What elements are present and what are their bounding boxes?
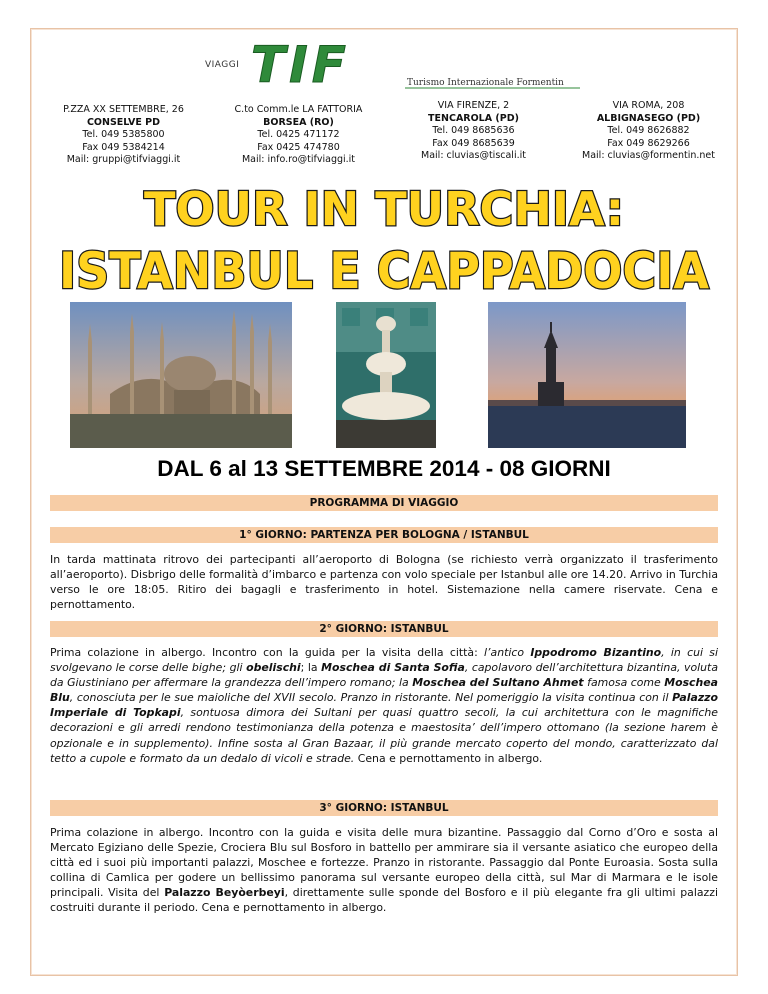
day2-text-seg: , sontuosa dimora dei Sultani per quasi quattro secoli, la cui architettura con le magnifiche decorazioni e gli arredi rendono testimonianza della potenza e maestosita’ dell’impero ottomano (la sezione harem è opzionale e in supplemento). Infine sosta al Gran Bazaar, il più grande mercato coperto del mondo, caratterizzato dal tetto a cupole e formato da un dedalo di vicoli e strade. <box>50 706 718 765</box>
day2-text-seg: , capolavoro dell’architettura bizantina, voluta da Giustiniano per affermare la grandezza dell’impero romano; la <box>50 661 718 690</box>
office-fax: Fax 049 8629266 <box>607 137 690 149</box>
office-mail[interactable]: Mail: gruppi@tifviaggi.it <box>66 154 181 165</box>
office-address: VIA FIRENZE, 2 <box>437 100 510 111</box>
office-mail[interactable]: Mail: cluvias@formentin.net <box>582 150 715 161</box>
day1-title: 1° GIORNO: PARTENZA PER BOLOGNA / ISTANBUL <box>50 527 718 543</box>
topkapi-name: Palazzo Imperiale di Topkapi <box>50 691 718 720</box>
office-city: ALBIGNASEGO (PD) <box>596 112 701 124</box>
office-address: P.ZZA XX SETTEMBRE, 26 <box>63 104 184 115</box>
photo-strip <box>0 302 768 448</box>
office-address: VIA ROMA, 208 <box>612 100 685 111</box>
company-logo <box>195 38 585 94</box>
svg-text:TIF: TIF <box>251 38 350 94</box>
title-line1-graphic <box>124 178 644 234</box>
day3-text-seg: Prima colazione in albergo. Incontro con la guida e visita delle mura bizantine. Passaggio dal Corno d’Oro e sosta al Mercato Egiziano delle Spezie, Crociera Blu sul Bosforo in battello per ammirare sia il versante asiatico che europeo della città ed i suoi più importanti palazzi, Moschee e fortezze. Pranzo in ristorante. Passaggio dal Ponte Euroasia. Sosta sulla collina di Camlica per godere un bellissimo panorama sul versante europeo della città, sul Mar di Marmara e le isole principali. Visita del <box>50 826 718 900</box>
hippodrome-name: Ippodromo Bizantino <box>530 646 662 659</box>
office-phone: Tel. 049 8626882 <box>607 125 690 136</box>
office-addresses <box>36 100 736 167</box>
day3-text-seg: , direttamente sulle sponde del Bosforo e il più elegante fra gli ultimi palazzi costruiti durante il periodo. Cena e pernottamento in albergo. <box>50 886 718 915</box>
tour-title-line1 <box>0 178 768 234</box>
office-fax: Fax 049 5384214 <box>82 141 165 153</box>
day3-title: 3° GIORNO: ISTANBUL <box>50 800 718 816</box>
office-city: TENCAROLA (PD) <box>428 112 519 124</box>
title-line2-graphic <box>54 234 714 298</box>
day1-text: In tarda mattinata ritrovo dei partecipanti all’aeroporto di Bologna (se richiesto verrà organizzato il trasferimento all’aeroporto). Disbrigo delle formalità d’imbarco e partenza con volo speciale per Istanbul alle ore 14.20. Arrivo in Turchia verso le ore 18:05. Ritiro dei bagagli e trasferimento in hotel. Sistemazione nella camere riservate. Cena e pernottamento. <box>50 553 718 612</box>
hagia-sophia-name: Moschea di Santa Sofia <box>321 661 465 675</box>
day2-text-seg: , conosciuta per le sue maioliche del XVII secolo. Pranzo in ristorante. Nel pomeriggio la visita continua con il <box>69 691 673 705</box>
office-tencarola <box>386 100 561 167</box>
office-phone: Tel. 049 5385800 <box>82 129 165 140</box>
office-address: C.to Comm.le LA FATTORIA <box>234 104 363 115</box>
day2-text <box>50 645 718 766</box>
sultan-ahmet-name: Moschea del Sultano Ahmet <box>412 676 584 690</box>
office-conselve <box>36 104 211 167</box>
office-mail[interactable]: Mail: cluvias@tiscali.it <box>421 150 526 161</box>
tour-dates: DAL 6 al 13 SETTEMBRE 2014 - 08 GIORNI <box>157 456 611 481</box>
office-city: BORSEA (RO) <box>263 116 334 128</box>
day2-text-seg: famosa come <box>583 676 665 690</box>
maiden-tower-photo <box>488 302 686 448</box>
svg-text:TOUR IN TURCHIA:: TOUR IN TURCHIA: <box>144 182 624 234</box>
day2-text-seg: ; la <box>300 661 322 675</box>
office-mail[interactable]: Mail: info.ro@tifviaggi.it <box>241 154 356 165</box>
office-albignasego <box>561 100 736 167</box>
office-fax: Fax 049 8685639 <box>432 137 515 149</box>
day2-text-seg: , in cui si svolgevano le corse delle bighe; gli <box>50 646 718 675</box>
day2-text-seg: Prima colazione in albergo. Incontro con la guida per la visita della città: <box>50 646 485 659</box>
day2-title: 2° GIORNO: ISTANBUL <box>50 621 718 637</box>
svg-text:Turismo Internazionale Forment: Turismo Internazionale Formentin <box>407 78 564 88</box>
fountain-photo <box>336 302 436 448</box>
beylerbeyi-name: Palazzo Beyòerbeyi <box>164 886 285 900</box>
day2-text-seg: Cena e pernottamento in albergo. <box>354 751 543 765</box>
tour-title-line2 <box>0 234 768 298</box>
svg-text:ISTANBUL E CAPPADOCIA: ISTANBUL E CAPPADOCIA <box>59 242 710 298</box>
office-borsea <box>211 104 386 167</box>
office-city: CONSELVE PD <box>86 116 161 128</box>
blue-mosque-name: Moschea Blu <box>50 676 718 705</box>
tif-logo-mark <box>195 38 585 94</box>
logo-viaggi-text: VIAGGI <box>205 60 240 70</box>
program-heading: PROGRAMMA DI VIAGGIO <box>50 495 718 511</box>
day2-text-seg: l’antico <box>484 646 531 659</box>
blue-mosque-photo <box>70 302 292 448</box>
office-phone: Tel. 0425 471172 <box>257 129 340 140</box>
office-fax: Fax 0425 474780 <box>257 141 340 153</box>
office-phone: Tel. 049 8685636 <box>432 125 515 136</box>
obelisks-name: obelischi <box>246 661 301 675</box>
day3-text <box>50 825 718 916</box>
